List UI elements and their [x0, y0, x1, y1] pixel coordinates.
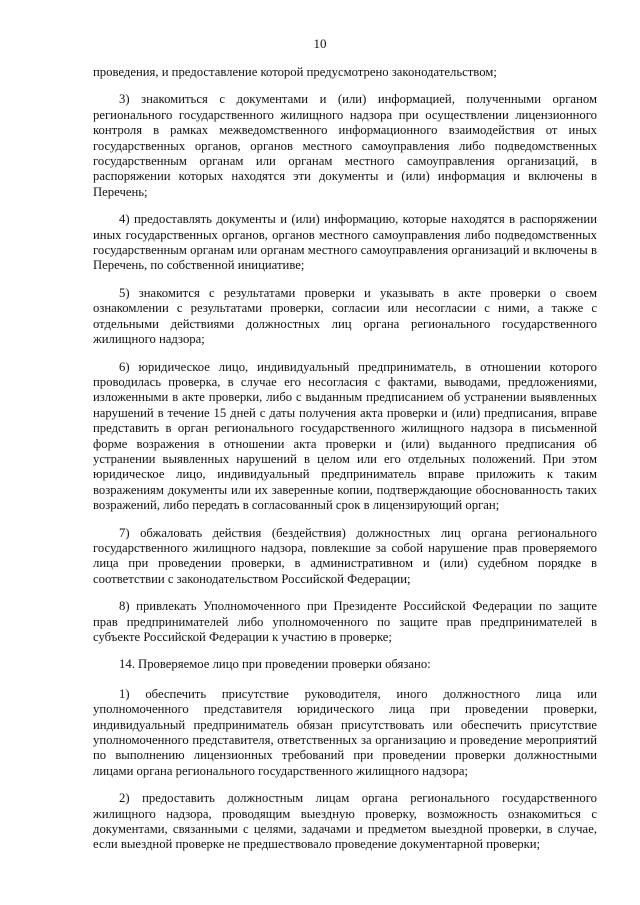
paragraph-item-5: 5) знакомится с результатами проверки и указывать в акте проверки о своем ознакомлении с результатами проверки, согласии или несогласии с ними, а также с отдельными действиями должностных лиц органа регионального государственного жилищного надзора;	[93, 285, 597, 347]
page-number: 10	[313, 36, 327, 51]
document-body	[93, 65, 597, 865]
paragraph-item-3: 3) знакомиться с документами и (или) информацией, полученными органом регионального государственного жилищного надзора при осуществлении лицензионного контроля в рамках межведомственного информационного взаимодействия от иных государственных органов, органов местного самоуправления либо подведомственных государственным органам или органам местного самоуправления организаций, в распоряжении которых находятся эти документы и (или) информация и включены в Перечень;	[93, 92, 597, 199]
section-14-heading: 14. Проверяемое лицо при проведении проверки обязано:	[119, 657, 431, 672]
paragraph-item-8: 8) привлекать Уполномоченного при Президенте Российской Федерации по защите прав предпринимателей либо уполномоченного по защите прав предпринимателей в субъекте Российской Федерации к участию в проверке;	[93, 599, 597, 644]
paragraph-duty-1: 1) обеспечить присутствие руководителя, иного должностного лица или уполномоченного представителя юридического лица при проведении проверки, индивидуальный предприниматель обязан присутствовать или обеспечить присутствие уполномоченного представителя, ответственных за организацию и проведение мероприятий по выполнению лицензионных требований при проведении проверки должностными лицами органа регионального государственного жилищного надзора;	[93, 686, 597, 778]
paragraph-duty-2: 2) предоставить должностным лицам органа регионального государственного жилищного надзора, проводящим выездную проверку, возможность ознакомиться с документами, связанными с целями, задачами и предметом выездной проверки, в случае, если выездной проверке не предшествовало проведение документарной проверки;	[93, 791, 597, 852]
paragraph-item-7: 7) обжаловать действия (бездействия) должностных лиц органа регионального государственного жилищного надзора, повлекшие за собой нарушение прав проверяемого лица при проведении проверки, в административном и (или) судебном порядке в соответствии с законодательством Российской Федерации;	[93, 525, 597, 586]
paragraph-continuation: проведения, и предоставление которой предусмотрено законодательством;	[93, 65, 497, 79]
paragraph-item-4: 4) предоставлять документы и (или) информацию, которые находятся в распоряжении иных государственных органов, органов местного самоуправления либо подведомственных государственным органам или органам местного самоуправления организаций и включены в Перечень, по собственной инициативе;	[93, 212, 597, 273]
paragraph-item-6: 6) юридическое лицо, индивидуальный предприниматель, в отношении которого проводилась проверка, в случае его несогласия с фактами, выводами, предложениями, изложенными в акте проверки, либо с выданным предписанием об устранении выявленных нарушений в течение 15 дней с даты получения акта проверки и (или) предписания, вправе представить в орган регионального государственного жилищного надзора в письменной форме возражения в отношении акта проверки и (или) выданного предписания об устранении выявленных нарушений в целом или его отдельных положений. При этом юридическое лицо, индивидуальный предприниматель вправе приложить к таким возражениям документы или их заверенные копии, подтверждающие обоснованность таких возражений, либо передать в согласованный срок в лицензирующий орган;	[93, 359, 597, 513]
